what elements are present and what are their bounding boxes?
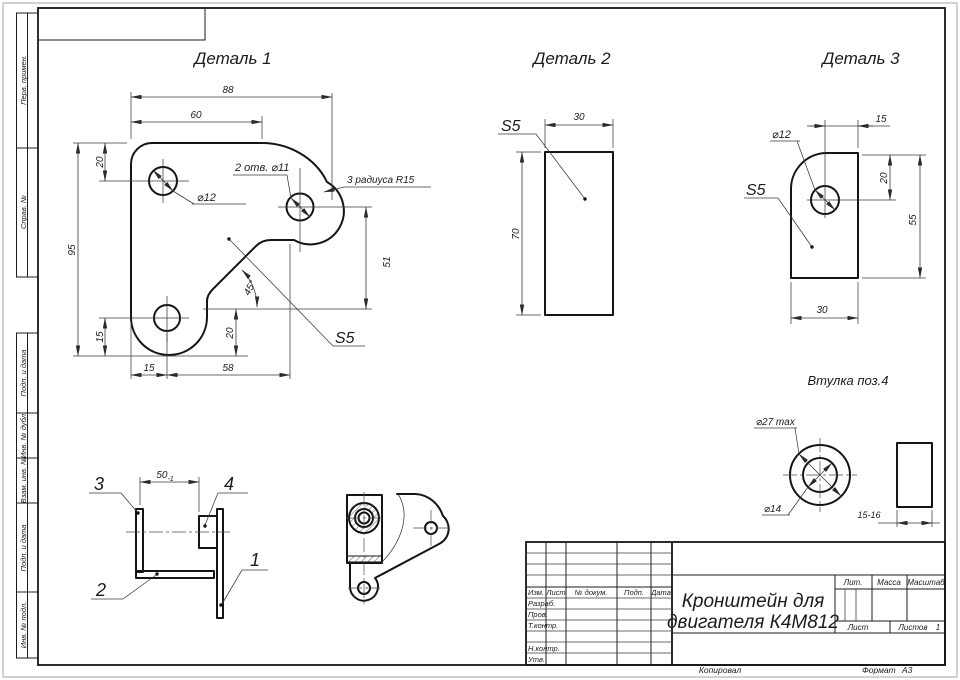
view-detail3 <box>744 49 926 324</box>
detail3-dim-30: 30 <box>816 305 828 316</box>
footer-copied: Копировал <box>698 665 742 675</box>
detail1-dim-51: 51 <box>382 256 393 268</box>
assembly-item2-plate <box>136 571 214 578</box>
stamp-podp-data-top: Подп. и дата <box>19 349 28 397</box>
assembly-callout-4 <box>203 474 248 528</box>
stamp-podp-data-bottom: Подп. и дата <box>19 524 28 572</box>
stamp-sprav-no: Справ. № <box>19 194 28 230</box>
tb-row-prov: Пров. <box>528 610 548 619</box>
stamp-inv-dubl: Инв. № дубл. <box>19 411 28 459</box>
detail1-extensions <box>73 92 372 379</box>
detail3-dim-15: 15 <box>875 114 887 125</box>
tb-name-line1: Кронштейн для <box>681 591 825 612</box>
tb-col-podp: Подп. <box>624 588 644 597</box>
title-block <box>526 542 945 665</box>
pictorial-blend-curve <box>381 494 404 563</box>
view-detail1 <box>67 49 431 379</box>
detail2-dimensions <box>522 125 613 315</box>
tb-col-doc: № докум. <box>574 588 608 597</box>
detail2-label-s5: S5 <box>501 118 521 135</box>
detail1-label-2otv-d11: 2 отв. ⌀11 <box>235 162 290 174</box>
drawing-frame <box>38 8 945 665</box>
footer-format-value: А3 <box>902 665 913 675</box>
margin-stamps <box>17 13 39 658</box>
tb-masshtab: Масштаб <box>907 578 945 587</box>
tb-list: Лист <box>847 623 869 632</box>
assembly-callout-2 <box>91 572 159 600</box>
view-bushing <box>754 373 940 527</box>
tb-listov-value: 1 <box>935 623 941 632</box>
tb-row-utv: Утв. <box>528 655 546 664</box>
tb-col-list: Лист <box>546 588 566 597</box>
detail1-label-radii-r15: 3 радиуса R15 <box>347 175 415 186</box>
tb-row-razrab: Разраб. <box>528 599 556 608</box>
assembly-dim-50-value: 50 <box>156 470 168 481</box>
view-pictorial <box>346 492 449 606</box>
detail2-dim-30: 30 <box>573 112 585 123</box>
stamp-perv-primen: Перв. примен. <box>19 55 28 105</box>
detail2-leaders <box>498 134 587 201</box>
detail2-outline <box>545 152 613 315</box>
assembly-callout-3 <box>89 474 140 515</box>
detail1-dim-60: 60 <box>190 110 202 121</box>
detail3-label-s5: S5 <box>746 182 766 199</box>
bushing-dimensions <box>754 428 841 515</box>
assembly-dim-50-tolerance: -1 <box>167 476 174 483</box>
pictorial-plate-section <box>347 556 382 562</box>
detail1-label-s5: S5 <box>335 330 355 347</box>
callout-1-number: 1 <box>250 550 261 570</box>
detail2-extensions <box>516 119 613 315</box>
bushing-label-d14: ⌀14 <box>764 504 782 515</box>
tb-col-data: Дата <box>651 588 671 597</box>
detail1-dimensions <box>78 97 366 375</box>
detail2-title: Деталь 2 <box>533 49 611 68</box>
tb-row-nkontr: Н.контр. <box>528 644 560 653</box>
detail3-centerlines <box>807 120 896 218</box>
view-detail2 <box>498 49 613 315</box>
detail1-dim-20-top: 20 <box>95 156 106 168</box>
bushing-label-d27max: ⌀27 max <box>756 417 795 428</box>
detail1-dim-15-left: 15 <box>95 331 106 343</box>
bushing-length-dim <box>878 510 940 527</box>
detail1-dim-95: 95 <box>67 244 78 256</box>
sheet-footer <box>699 665 913 675</box>
assembly-item3-plate <box>136 509 143 572</box>
bushing-dim-15-16: 15-16 <box>857 510 881 520</box>
tb-lit: Лит. <box>843 578 863 587</box>
detail1-dim-58: 58 <box>222 363 234 374</box>
stamp-vzam-inv: Взам. инв. № <box>19 456 28 504</box>
detail1-dim-20-mid: 20 <box>225 327 236 339</box>
sheet-frame <box>3 3 957 677</box>
detail1-title: Деталь 1 <box>194 49 272 68</box>
top-left-stamp-box <box>38 8 205 40</box>
callout-4-number: 4 <box>224 474 235 494</box>
detail2-dim-70: 70 <box>511 228 522 240</box>
footer-format-label: Формат <box>862 665 896 675</box>
bushing-title: Втулка поз.4 <box>807 373 889 388</box>
view-assembly <box>89 470 268 618</box>
bushing-side-view <box>897 443 932 507</box>
tb-name-line2: двигателя К4М812 <box>667 612 839 633</box>
tb-massa: Масса <box>877 578 901 587</box>
detail1-angle-45: 45° <box>242 278 259 298</box>
stamp-inv-podl: Инв. № подл. <box>19 601 28 649</box>
detail3-outline <box>791 153 858 278</box>
assembly-callout-1 <box>219 550 268 607</box>
assembly-dim-50 <box>156 470 173 483</box>
detail3-dim-20: 20 <box>879 172 890 184</box>
callout-3-number: 3 <box>94 474 105 494</box>
detail1-dim-88: 88 <box>222 85 234 96</box>
detail1-label-d12: ⌀12 <box>197 192 216 204</box>
detail3-label-d12: ⌀12 <box>772 129 791 141</box>
tb-listov: Листов <box>898 623 928 632</box>
detail3-title: Деталь 3 <box>822 49 900 68</box>
detail1-dim-15-bottom: 15 <box>143 363 155 374</box>
tb-row-tkontr: Т.контр. <box>528 621 559 630</box>
detail1-centerlines <box>99 159 372 342</box>
callout-2-number: 2 <box>96 580 107 600</box>
tb-col-izm: Изм. <box>528 588 544 597</box>
detail3-dim-55: 55 <box>908 214 919 226</box>
